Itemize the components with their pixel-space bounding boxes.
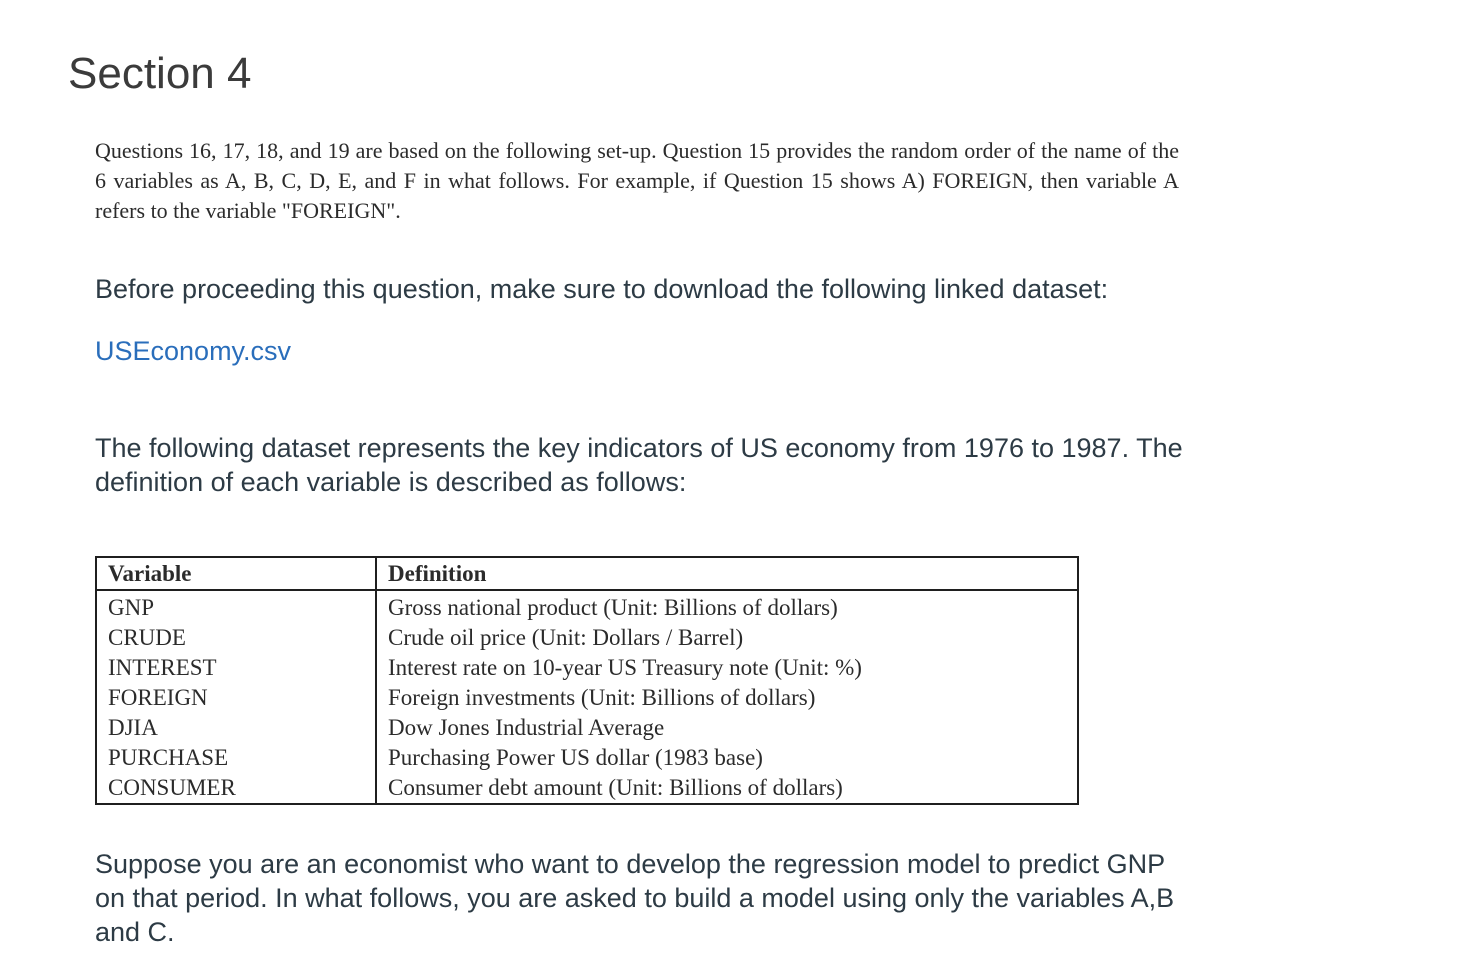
variable-cell: CRUDE	[96, 623, 376, 653]
variable-cell: INTEREST	[96, 653, 376, 683]
variable-cell: CONSUMER	[96, 773, 376, 804]
definition-cell: Consumer debt amount (Unit: Billions of dollars)	[388, 775, 843, 800]
definition-cell: Gross national product (Unit: Billions of dollars)	[388, 595, 838, 620]
closing-paragraph: Suppose you are an economist who want to develop the regression model to predict GNP on that period. In what follows, you are asked to build a model using only the variables A,B and C.	[95, 849, 1175, 947]
table-row	[96, 743, 1078, 773]
definition-cell: Purchasing Power US dollar (1983 base)	[388, 745, 763, 770]
page-title: Section 4	[68, 49, 252, 98]
definition-cell: Dow Jones Industrial Average	[388, 715, 665, 740]
variable-cell: PURCHASE	[96, 743, 376, 773]
dataset-description: The following dataset represents the key indicators of US economy from 1976 to 1987. The definition of each variable is described as follows:	[95, 433, 1183, 497]
table-row	[96, 653, 1078, 683]
variable-definitions-table	[95, 556, 1079, 805]
definition-column-header: Definition	[376, 557, 1078, 590]
table-row	[96, 713, 1078, 743]
definition-cell: Foreign investments (Unit: Billions of dollars)	[388, 685, 816, 710]
variable-cell: GNP	[96, 590, 376, 623]
table-row	[96, 590, 1078, 623]
definition-cell: Interest rate on 10-year US Treasury note (Unit: %)	[388, 655, 862, 680]
table-row	[96, 773, 1078, 804]
table-row	[96, 683, 1078, 713]
table-header-row	[96, 557, 1078, 590]
table-row	[96, 623, 1078, 653]
variable-cell: FOREIGN	[96, 683, 376, 713]
definition-cell: Crude oil price (Unit: Dollars / Barrel)	[388, 625, 744, 650]
download-prompt: Before proceeding this question, make sure to download the following linked dataset:	[95, 274, 1109, 304]
variable-column-header: Variable	[96, 557, 376, 590]
variable-cell: DJIA	[96, 713, 376, 743]
dataset-download-link[interactable]: USEconomy.csv	[95, 336, 292, 366]
setup-paragraph: Questions 16, 17, 18, and 19 are based on the following set-up. Question 15 provides the random order of the name of the 6 variables as A, B, C, D, E, and F in what follows. For example, if Question 15 shows A) FOREIGN, then variable A refers to the variable "FOREIGN".	[95, 138, 1179, 223]
